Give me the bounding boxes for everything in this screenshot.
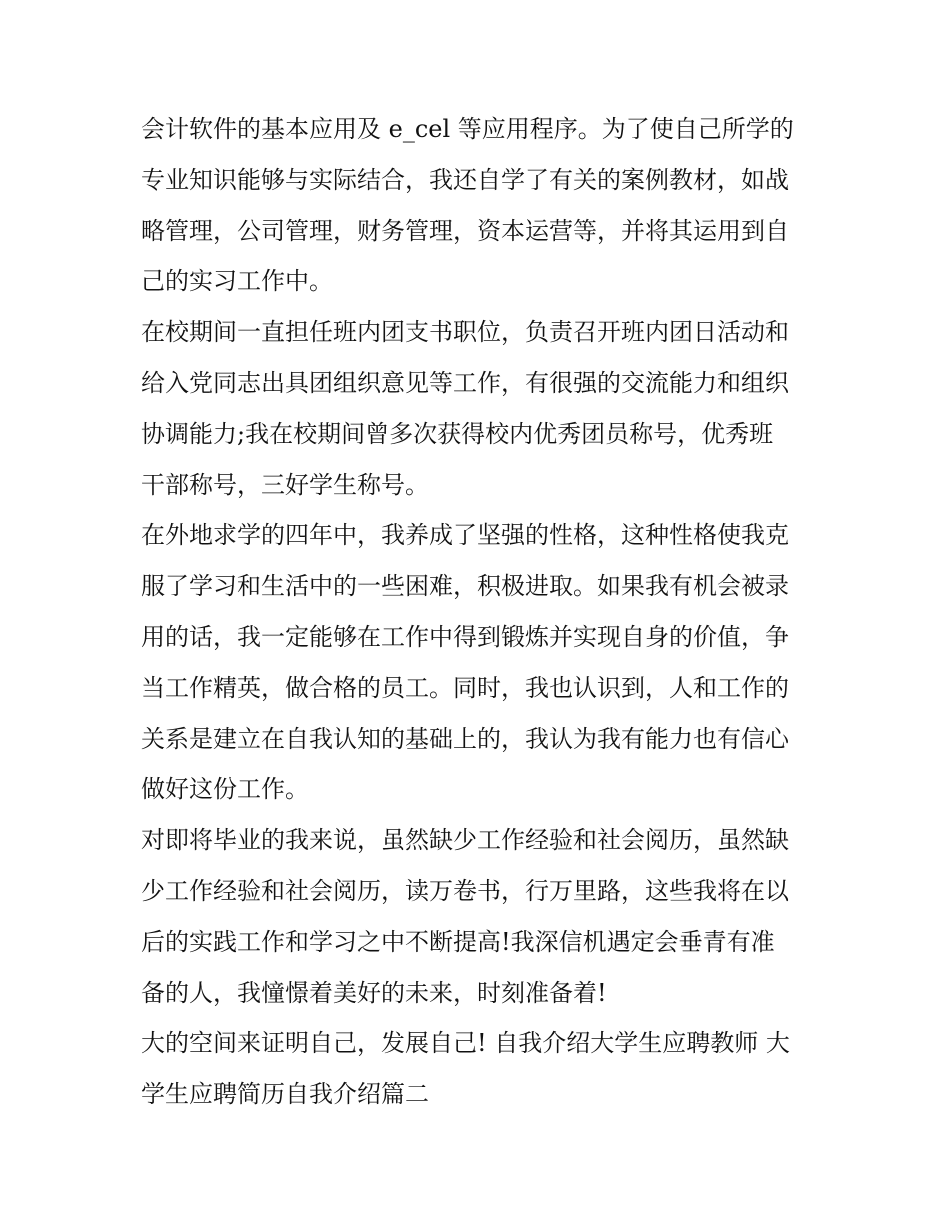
text-line: 专业知识能够与实际结合，我还自学了有关的案例教材，如战 xyxy=(141,165,789,194)
text-line: 在外地求学的四年中，我养成了坚强的性格，这种性格使我克 xyxy=(141,521,789,550)
text-line: 服了学习和生活中的一些困难，积极进取。如果我有机会被录 xyxy=(141,572,789,601)
text-line: 学生应聘简历自我介绍篇二 xyxy=(141,1080,429,1109)
text-line: 大的空间来证明自己，发展自己! 自我介绍大学生应聘教师 大 xyxy=(141,1029,790,1058)
text-line: 在校期间一直担任班内团支书职位，负责召开班内团日活动和 xyxy=(141,318,789,347)
text-line: 协调能力;我在校期间曾多次获得校内优秀团员称号，优秀班 xyxy=(141,419,774,448)
text-line: 少工作经验和社会阅历，读万卷书，行万里路，这些我将在以 xyxy=(141,876,789,905)
text-line: 会计软件的基本应用及 e_cel 等应用程序。为了使自己所学的 xyxy=(141,115,794,143)
text-line: 关系是建立在自我认知的基础上的，我认为我有能力也有信心 xyxy=(141,724,789,753)
text-line: 后的实践工作和学习之中不断提高!我深信机遇定会垂青有准 xyxy=(141,927,775,956)
document-body xyxy=(141,104,821,1120)
text-line: 略管理，公司管理，财务管理，资本运营等，并将其运用到自 xyxy=(141,216,789,245)
text-line: 己的实习工作中。 xyxy=(141,267,333,296)
text-line: 做好这份工作。 xyxy=(141,775,309,804)
text-line: 当工作精英，做合格的员工。同时，我也认识到，人和工作的 xyxy=(141,673,789,702)
text-line: 备的人，我憧憬着美好的未来，时刻准备着! xyxy=(141,978,607,1007)
text-line: 对即将毕业的我来说，虽然缺少工作经验和社会阅历，虽然缺 xyxy=(141,826,789,855)
text-line: 干部称号，三好学生称号。 xyxy=(141,470,429,499)
text-line: 用的话，我一定能够在工作中得到锻炼并实现自身的价值，争 xyxy=(141,622,789,651)
text-line: 给入党同志出具团组织意见等工作，有很强的交流能力和组织 xyxy=(141,368,789,397)
